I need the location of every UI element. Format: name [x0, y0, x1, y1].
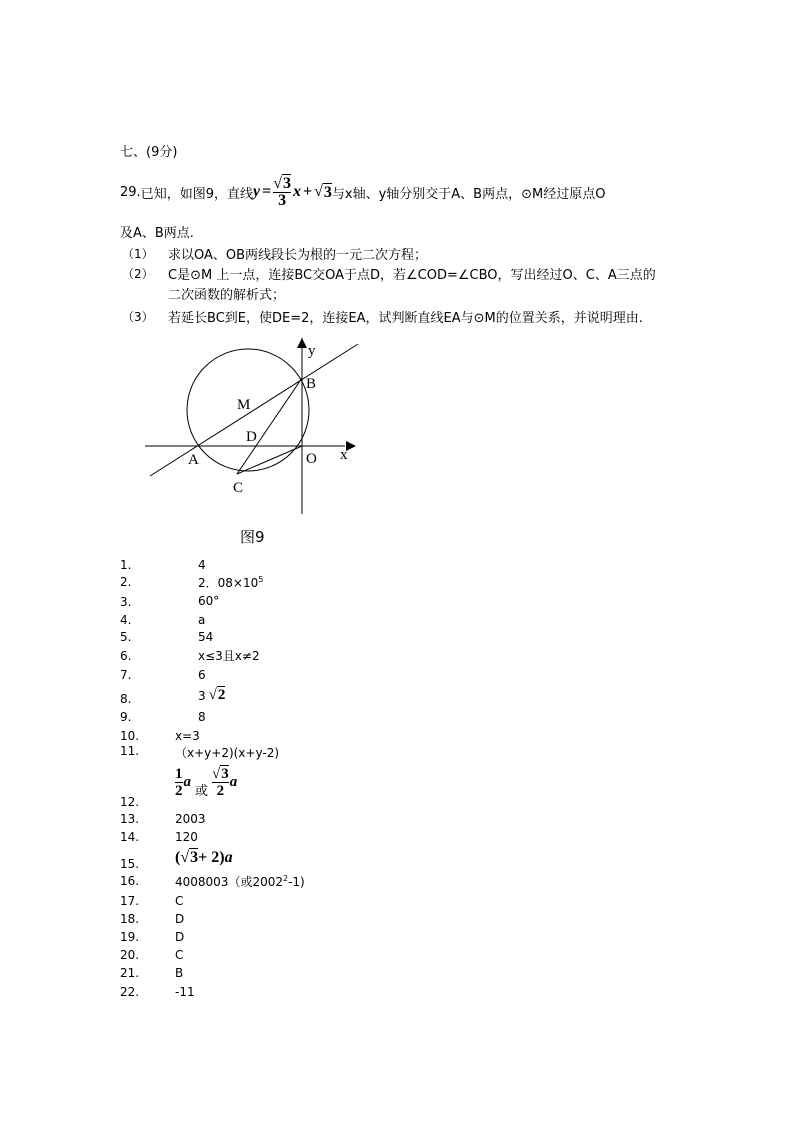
answer-10-number: 10.	[120, 729, 140, 743]
answer-22-number: 22.	[120, 985, 140, 999]
answer-9-value: 8	[198, 710, 206, 724]
answer-17-number: 17.	[120, 894, 140, 908]
figure-caption: 图9	[240, 528, 265, 546]
subquestion-1-label: （1）	[122, 247, 154, 261]
answer-14-value: 120	[175, 830, 198, 844]
eq-radical-sign-2: √	[314, 183, 323, 200]
problem-intro: 已知，如图9，直线	[140, 186, 253, 202]
y-axis-arrow-icon	[297, 338, 307, 348]
answer-3-number: 3.	[120, 595, 132, 609]
problem-number: 29.	[120, 184, 141, 200]
answer-11-number: 11.	[120, 744, 140, 758]
eq-radical-sign: √	[273, 174, 282, 192]
answer-18-value: D	[175, 912, 185, 926]
subquestion-3-label: （3）	[122, 310, 154, 324]
answer-1-number: 1.	[120, 558, 132, 572]
answer-21-value: B	[175, 966, 184, 980]
answer-9-number: 9.	[120, 710, 132, 724]
subquestion-2-text-2: 二次函数的解析式；	[168, 288, 286, 303]
eq-const-radicand: 3	[323, 183, 332, 201]
subquestion-2-label: （2）	[122, 267, 154, 281]
answer-5-value: 54	[198, 630, 214, 644]
eq-frac-den: 3	[278, 191, 287, 209]
answer-4-number: 4.	[120, 613, 132, 627]
label-a: A	[188, 452, 199, 468]
answer-20-value: C	[175, 948, 184, 962]
answer-21-number: 21.	[120, 966, 140, 980]
section-header: 七、(9分)	[120, 145, 178, 160]
eq-equals: =	[262, 183, 272, 200]
label-x: x	[340, 447, 348, 463]
answer-11-value: （x+y+2)(x+y-2)	[175, 746, 280, 760]
subquestion-1-text: 求以OA、OB两线段长为根的一元二次方程；	[168, 248, 428, 263]
answer-20-number: 20.	[120, 948, 140, 962]
x-axis-arrow-icon	[346, 441, 356, 451]
subquestion-3-text: 若延长BC到E，使DE=2，连接EA，试判断直线EA与⊙M的位置关系，并说明理由.	[168, 311, 643, 326]
answer-15-number: 15.	[120, 857, 140, 871]
eq-x: x	[292, 183, 301, 200]
answer-7-value: 6	[198, 668, 206, 682]
eq-y: y	[252, 183, 261, 200]
answer-13-value: 2003	[175, 812, 206, 826]
answer-12-value: $\frac{1}{2}$ a 或 $\frac{√3}{2}$ a	[175, 766, 238, 799]
answer-14-number: 14.	[120, 830, 140, 844]
answer-8-number: 8.	[120, 692, 132, 706]
answer-19-number: 19.	[120, 930, 140, 944]
answer-2-number: 2.	[120, 575, 132, 589]
eq-plus: +	[302, 183, 313, 200]
answer-7-number: 7.	[120, 668, 132, 682]
answer-5-number: 5.	[120, 630, 132, 644]
answer-6-value: x≤3且x≠2	[198, 649, 260, 663]
label-y: y	[308, 343, 316, 359]
label-m: M	[237, 397, 251, 413]
label-c: C	[233, 480, 244, 496]
answer-22-value: -11	[175, 985, 195, 999]
answer-10-value: x=3	[175, 729, 200, 743]
label-b: B	[306, 376, 317, 392]
answer-12-number: 12.	[120, 795, 140, 809]
problem-after-equation: 与x轴、y轴分别交于A、B两点，⊙M经过原点O	[331, 186, 606, 202]
answer-13-number: 13.	[120, 812, 140, 826]
answer-16-value: 4008003（或2002$^2$-1)	[175, 874, 305, 889]
answer-17-value: C	[175, 894, 184, 908]
answer-19-value: D	[175, 930, 185, 944]
answer-6-number: 6.	[120, 649, 132, 663]
subquestion-2-text-1: C是⊙M 上一点，连接BC交OA于点D，若∠COD=∠CBO，写出经过O、C、A三点的	[168, 268, 656, 283]
answer-4-value: a	[198, 613, 206, 627]
label-d: D	[246, 429, 257, 445]
line-ab	[150, 344, 358, 476]
answer-15-value: (√3+ 2)a	[175, 849, 233, 866]
label-o: O	[306, 451, 317, 467]
answer-16-number: 16.	[120, 874, 140, 888]
answer-3-value: 60°	[198, 594, 220, 608]
figure-9	[0, 0, 794, 560]
eq-frac-radicand: 3	[282, 174, 291, 192]
answer-18-number: 18.	[120, 912, 140, 926]
answer-2-value: 2．$08\times 10^5$	[198, 575, 264, 590]
problem-line-2: 及A、B两点.	[120, 226, 194, 241]
answer-8-value: 3 √2	[198, 687, 226, 703]
answer-1-value: 4	[198, 558, 206, 572]
